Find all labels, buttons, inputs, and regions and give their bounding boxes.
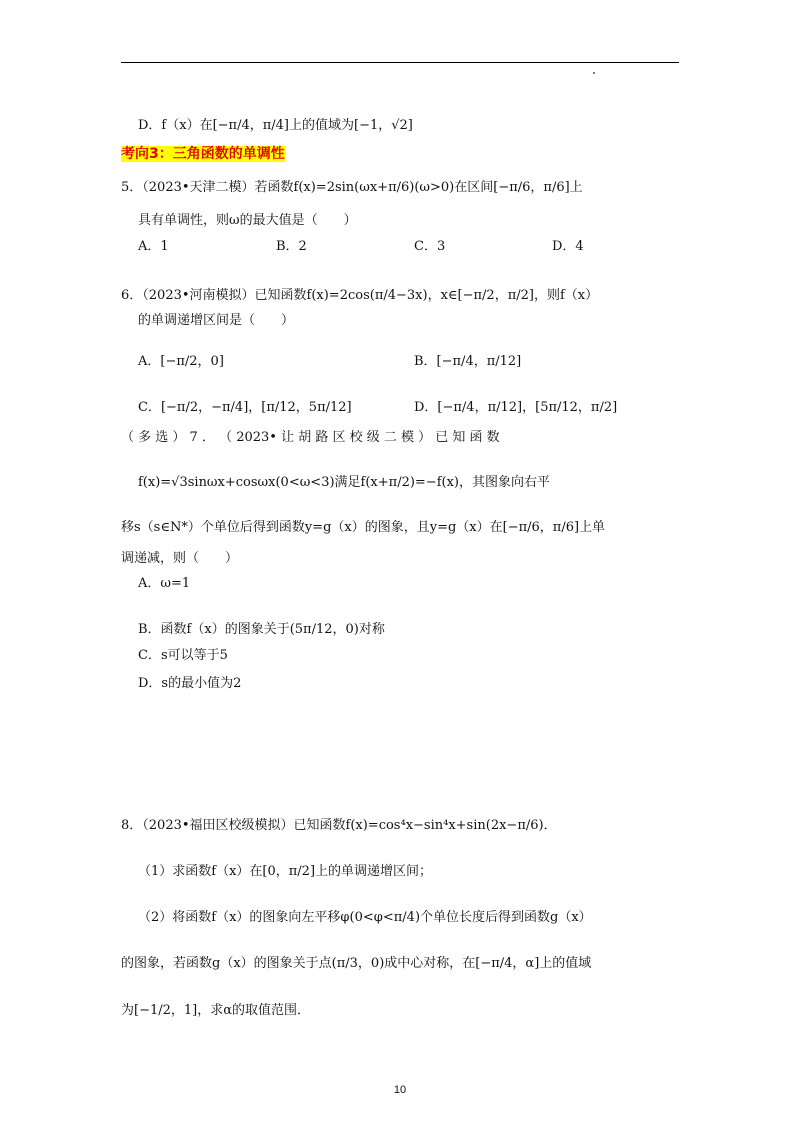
q7-option-c: C．s可以等于5 [138, 648, 228, 663]
q8-part2-line3: 为[−1/2，1]，求α的取值范围． [121, 1003, 311, 1018]
q7-stem-line4: 调递减，则（ ） [121, 551, 239, 566]
section-heading-label: 考向3：三角函数的单调性 [121, 146, 285, 162]
q6-option-b: B．[−π/4，π/12] [414, 354, 522, 369]
q5-option-c: C．3 [414, 239, 446, 254]
page-number: 10 [393, 1084, 407, 1096]
q5-option-b: B．2 [276, 239, 307, 254]
prev-option-d: D．f（x）在[−π/4，π/4]上的值域为[−1，√2] [138, 118, 413, 133]
q5-option-a: A．1 [138, 239, 169, 254]
q7-option-b: B．函数f（x）的图象关于(5π/12，0)对称 [138, 622, 385, 637]
q6-option-c: C．[−π/2，−π/4]，[π/12，5π/12] [138, 400, 352, 415]
q8-part2-line1: （2）将函数f（x）的图象向左平移φ(0<φ<π/4)个单位长度后得到函数g（x） [138, 910, 592, 925]
q7-stem-line2: f(x)=√3sinωx+cosωx(0<ω<3)满足f(x+π/2)=−f(x)，其图象向右平 [138, 475, 550, 490]
q8-part1: （1）求函数f（x）在[0，π/2]上的单调递增区间； [138, 864, 433, 879]
q7-stem-line3: 移s（s∈N*）个单位后得到函数y=g（x）的图象，且y=g（x）在[−π/6，π/6]上单 [121, 520, 606, 535]
q7-stem-line1: （ 多 选 ） 7 ． （ 2023• 让 胡 路 区 校 级 二 模 ） 已 知 函 数 [121, 430, 500, 445]
q7-option-a: A．ω=1 [138, 576, 191, 591]
q5-option-d: D．4 [552, 239, 584, 254]
q8-stem: 8．（2023•福田区校级模拟）已知函数f(x)=cos⁴x−sin⁴x+sin(2x−π/6)． [121, 818, 557, 833]
q6-stem-line1: 6．（2023•河南模拟）已知函数f(x)=2cos(π/4−3x)，x∈[−π/2，π/2]，则f（x） [121, 288, 599, 303]
section-heading [121, 146, 285, 162]
q7-option-d: D．s的最小值为2 [138, 676, 242, 691]
q6-option-a: A．[−π/2，0] [138, 354, 224, 369]
q6-stem-line2: 的单调递增区间是（ ） [138, 313, 295, 328]
q5-stem-line2: 具有单调性，则ω的最大值是（ ） [138, 213, 357, 228]
q6-option-d: D．[−π/4，π/12]，[5π/12，π/2] [414, 400, 618, 415]
q5-stem-line1: 5．（2023•天津二模）若函数f(x)=2sin(ωx+π/6)(ω>0)在区间[−π/6，π/6]上 [121, 180, 583, 195]
header-rule [121, 62, 679, 63]
header-dot [593, 72, 595, 74]
q8-part2-line2: 的图象，若函数g（x）的图象关于点(π/3，0)成中心对称，在[−π/4，α]上的值域 [121, 956, 592, 971]
